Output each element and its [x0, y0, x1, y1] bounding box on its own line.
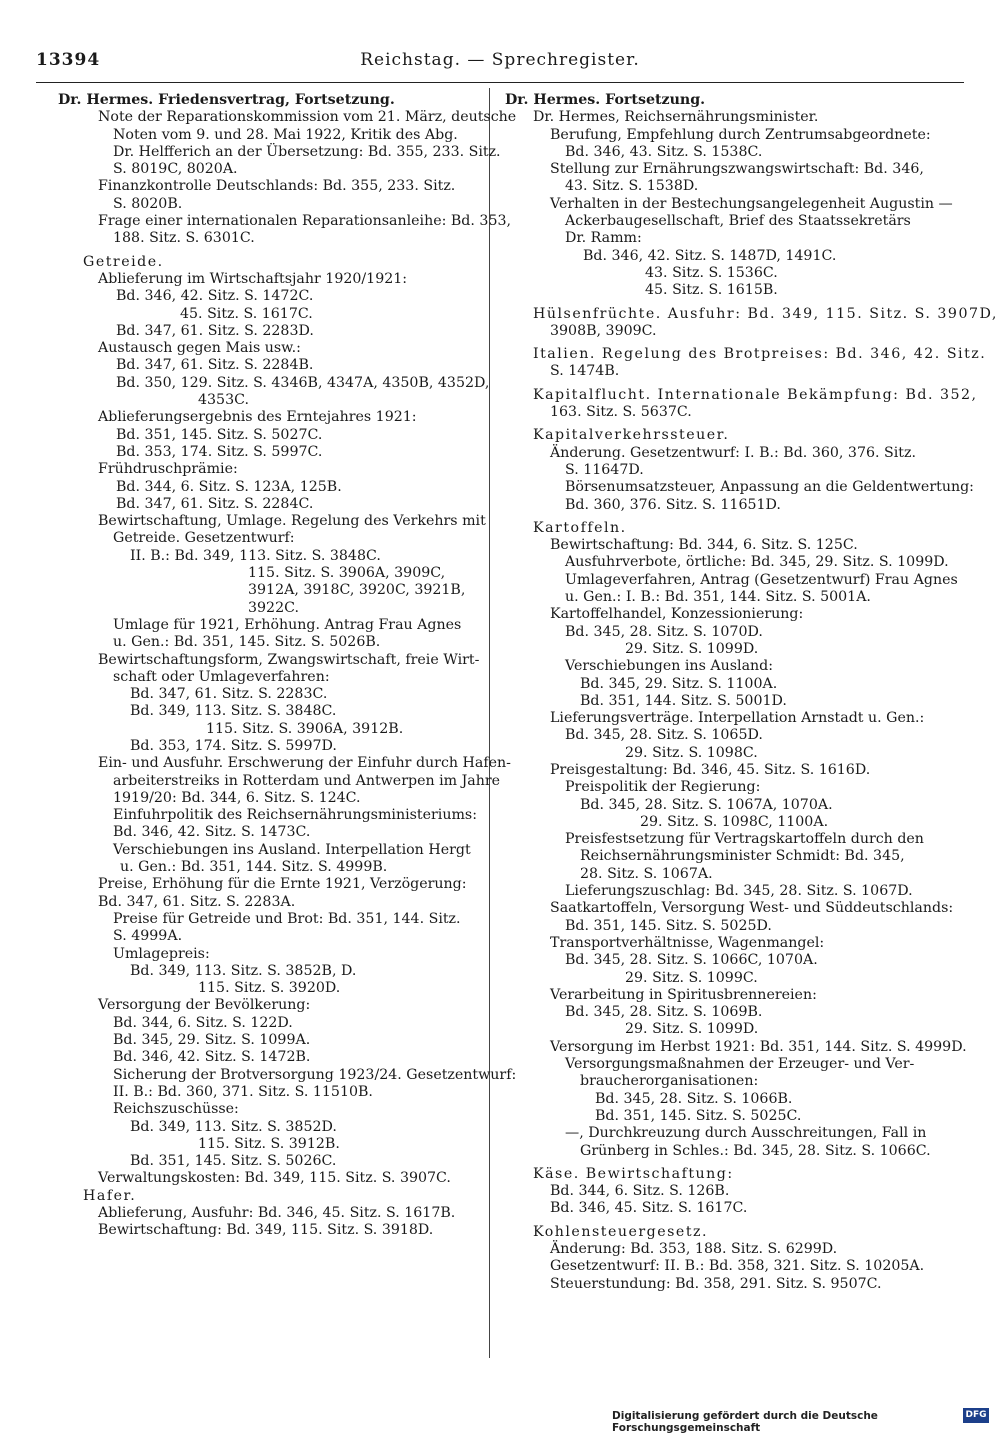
- register-line: Italien. Regelung des Brotpreises: Bd. 346, 42. Sitz.: [533, 346, 987, 363]
- register-line: Lieferungsverträge. Interpellation Arnstadt u. Gen.:: [550, 710, 925, 727]
- register-line: Bd. 347, 61. Sitz. S. 2284B.: [116, 357, 314, 374]
- register-line: Finanzkontrolle Deutschlands: Bd. 355, 233. Sitz.: [98, 178, 456, 195]
- register-line: 29. Sitz. S. 1099D.: [625, 1021, 759, 1038]
- register-line: Reichszuschüsse:: [113, 1101, 239, 1118]
- register-line: 45. Sitz. S. 1617C.: [180, 305, 313, 322]
- register-line: Bewirtschaftung: Bd. 344, 6. Sitz. S. 125C.: [550, 537, 858, 554]
- register-line: Hafer.: [83, 1187, 137, 1204]
- register-line: Bd. 344, 6. Sitz. S. 126B.: [550, 1183, 730, 1200]
- register-line: Bd. 345, 28. Sitz. S. 1066B.: [595, 1090, 793, 1107]
- register-line: Einfuhrpolitik des Reichsernährungsministeriums:: [113, 807, 477, 824]
- register-line: Ein- und Ausfuhr. Erschwerung der Einfuhr durch Hafen-: [98, 755, 511, 772]
- register-line: Ausfuhrverbote, örtliche: Bd. 345, 29. Sitz. S. 1099D.: [565, 554, 949, 571]
- register-line: Noten vom 9. und 28. Mai 1922, Kritik des Abg.: [113, 126, 458, 143]
- header-rule: [36, 82, 964, 83]
- register-line: Käse. Bewirtschaftung:: [533, 1165, 734, 1182]
- register-line: Bd. 353, 174. Sitz. S. 5997C.: [116, 443, 323, 460]
- register-line: Reichsernährungsminister Schmidt: Bd. 345,: [580, 848, 905, 865]
- register-line: Steuerstundung: Bd. 358, 291. Sitz. S. 9507C.: [550, 1275, 882, 1292]
- register-line: Preise für Getreide und Brot: Bd. 351, 144. Sitz.: [113, 910, 461, 927]
- register-line: Preisgestaltung: Bd. 346, 45. Sitz. S. 1616D.: [550, 761, 871, 778]
- register-line: u. Gen.: I. B.: Bd. 351, 144. Sitz. S. 5001A.: [565, 589, 871, 606]
- register-line: Bd. 345, 28. Sitz. S. 1066C, 1070A.: [565, 952, 818, 969]
- register-line: Sicherung der Brotversorgung 1923/24. Gesetzentwurf:: [113, 1066, 517, 1083]
- register-line: Verhalten in der Bestechungsangelegenheit Augustin —: [550, 195, 953, 212]
- register-line: u. Gen.: Bd. 351, 145. Sitz. S. 5026B.: [113, 634, 381, 651]
- register-line: Bd. 346, 42. Sitz. S. 1473C.: [113, 824, 311, 841]
- register-line: Getreide. Gesetzentwurf:: [113, 530, 295, 547]
- register-line: S. 11647D.: [565, 461, 644, 478]
- register-line: Verschiebungen ins Ausland. Interpellation Hergt: [113, 841, 471, 858]
- register-line: Ablieferungsergebnis des Erntejahres 1921:: [98, 409, 417, 426]
- register-line: Lieferungszuschlag: Bd. 345, 28. Sitz. S. 1067D.: [565, 883, 913, 900]
- register-line: Ablieferung im Wirtschaftsjahr 1920/1921:: [98, 270, 408, 287]
- register-line: 43. Sitz. S. 1538D.: [565, 178, 699, 195]
- page-number: 13394: [36, 50, 101, 70]
- register-line: Dr. Hermes. Fortsetzung.: [505, 92, 706, 108]
- register-line: Note der Reparationskommission vom 21. März, deutsche: [98, 109, 517, 126]
- register-line: arbeiterstreiks in Rotterdam und Antwerpen im Jahre: [113, 772, 501, 789]
- register-line: Kapitalverkehrssteuer.: [533, 427, 730, 444]
- register-line: 43. Sitz. S. 1536C.: [645, 264, 778, 281]
- register-line: 188. Sitz. S. 6301C.: [113, 230, 255, 247]
- register-line: braucherorganisationen:: [580, 1073, 759, 1090]
- register-line: Bd. 349, 113. Sitz. S. 3852D.: [130, 1118, 337, 1135]
- register-line: Bd. 346, 42. Sitz. S. 1472C.: [116, 288, 314, 305]
- register-line: Bd. 346, 42. Sitz. S. 1472B.: [113, 1049, 311, 1066]
- register-line: 115. Sitz. S. 3912B.: [198, 1135, 340, 1152]
- running-title: Reichstag. — Sprechregister.: [360, 50, 640, 70]
- register-line: Bd. 347, 61. Sitz. S. 2283C.: [130, 686, 328, 703]
- register-line: Änderung. Gesetzentwurf: I. B.: Bd. 360, 376. Sitz.: [550, 444, 916, 461]
- register-line: Bd. 347, 61. Sitz. S. 2283A.: [98, 893, 296, 910]
- register-line: Bd. 344, 6. Sitz. S. 123A, 125B.: [116, 478, 342, 495]
- register-line: 3922C.: [248, 599, 299, 616]
- register-line: 3912A, 3918C, 3920C, 3921B,: [248, 582, 466, 599]
- register-line: 4353C.: [198, 392, 249, 409]
- register-line: Bd. 347, 61. Sitz. S. 2283D.: [116, 322, 314, 339]
- register-line: S. 1474B.: [550, 363, 620, 380]
- column-divider: [489, 88, 490, 1358]
- register-line: Bd. 345, 29. Sitz. S. 1100A.: [580, 675, 778, 692]
- register-line: Dr. Hermes. Friedensvertrag, Fortsetzung.: [58, 92, 395, 108]
- register-line: schaft oder Umlageverfahren:: [113, 668, 330, 685]
- register-line: S. 8019C, 8020A.: [113, 161, 238, 178]
- register-line: 3908B, 3909C.: [550, 322, 657, 339]
- register-line: Bd. 346, 43. Sitz. S. 1538C.: [565, 143, 763, 160]
- register-line: Preisfestsetzung für Vertragskartoffeln durch den: [565, 831, 924, 848]
- register-line: Bd. 345, 28. Sitz. S. 1069B.: [565, 1004, 763, 1021]
- page-header: [36, 50, 964, 78]
- register-line: Verarbeitung in Spiritusbrennereien:: [550, 986, 817, 1003]
- register-line: Bd. 349, 113. Sitz. S. 3848C.: [130, 703, 337, 720]
- register-line: Kapitalflucht. Internationale Bekämpfung: Bd. 352,: [533, 386, 978, 403]
- right-column: [505, 92, 998, 1293]
- register-line: Umlageverfahren, Antrag (Gesetzentwurf) Frau Agnes: [565, 571, 958, 588]
- register-line: Frage einer internationalen Reparationsanleihe: Bd. 353,: [98, 213, 512, 230]
- register-line: Grünberg in Schles.: Bd. 345, 28. Sitz. S. 1066C.: [580, 1142, 931, 1159]
- register-line: Transportverhältnisse, Wagenmangel:: [550, 934, 825, 951]
- funding-note: Digitalisierung gefördert durch die Deutsche Forschungsgemeinschaft: [612, 1410, 878, 1434]
- register-line: Preispolitik der Regierung:: [565, 779, 761, 796]
- register-line: Bd. 345, 29. Sitz. S. 1099A.: [113, 1032, 311, 1049]
- register-line: Dr. Hermes, Reichsernährungsminister.: [533, 109, 819, 126]
- register-line: Verschiebungen ins Ausland:: [565, 658, 774, 675]
- register-line: 115. Sitz. S. 3906A, 3909C,: [248, 565, 446, 582]
- register-line: S. 4999A.: [113, 928, 183, 945]
- dfg-logo: DFG: [963, 1408, 989, 1423]
- register-line: 29. Sitz. S. 1099D.: [625, 640, 759, 657]
- register-line: Ackerbaugesellschaft, Brief des Staatssekretärs: [565, 213, 911, 230]
- register-line: Bewirtschaftungsform, Zwangswirtschaft, freie Wirt-: [98, 651, 480, 668]
- register-line: 45. Sitz. S. 1615B.: [645, 282, 778, 299]
- register-line: Bd. 344, 6. Sitz. S. 122D.: [113, 1014, 293, 1031]
- register-line: u. Gen.: Bd. 351, 144. Sitz. S. 4999B.: [120, 859, 388, 876]
- register-line: 29. Sitz. S. 1098C, 1100A.: [640, 813, 829, 830]
- register-line: Umlage für 1921, Erhöhung. Antrag Frau Agnes: [113, 616, 462, 633]
- register-line: Änderung: Bd. 353, 188. Sitz. S. 6299D.: [550, 1241, 838, 1257]
- register-line: Austausch gegen Mais usw.:: [98, 340, 301, 357]
- left-column: [58, 92, 517, 1240]
- register-line: Versorgung im Herbst 1921: Bd. 351, 144. Sitz. S. 4999D.: [550, 1038, 967, 1055]
- register-line: Bd. 360, 376. Sitz. S. 11651D.: [565, 496, 781, 513]
- register-line: Bd. 345, 28. Sitz. S. 1065D.: [565, 727, 763, 744]
- register-line: Bd. 351, 145. Sitz. S. 5025D.: [565, 917, 772, 934]
- register-line: 29. Sitz. S. 1098C.: [625, 744, 758, 761]
- register-line: Versorgungsmaßnahmen der Erzeuger- und Ver-: [565, 1056, 915, 1073]
- register-line: 1919/20: Bd. 344, 6. Sitz. S. 124C.: [113, 789, 361, 806]
- register-line: Dr. Ramm:: [565, 230, 642, 247]
- register-line: Stellung zur Ernährungszwangswirtschaft: Bd. 346,: [550, 161, 924, 178]
- register-line: Verwaltungskosten: Bd. 349, 115. Sitz. S. 3907C.: [98, 1170, 451, 1187]
- register-line: Gesetzentwurf: II. B.: Bd. 358, 321. Sitz. S. 10205A.: [550, 1258, 925, 1275]
- register-line: Bd. 351, 145. Sitz. S. 5026C.: [130, 1153, 337, 1170]
- register-line: Bd. 351, 144. Sitz. S. 5001D.: [580, 692, 787, 709]
- register-line: Berufung, Empfehlung durch Zentrumsabgeordnete:: [550, 126, 931, 143]
- register-line: Saatkartoffeln, Versorgung West- und Süddeutschlands:: [550, 900, 954, 917]
- register-line: Kartoffelhandel, Konzessionierung:: [550, 606, 804, 623]
- register-line: Bd. 346, 42. Sitz. S. 1487D, 1491C.: [583, 247, 837, 264]
- register-line: II. B.: Bd. 360, 371. Sitz. S. 11510B.: [113, 1083, 373, 1100]
- register-line: Bd. 353, 174. Sitz. S. 5997D.: [130, 737, 337, 754]
- register-line: 163. Sitz. S. 5637C.: [550, 404, 692, 421]
- register-line: Bd. 349, 113. Sitz. S. 3852B, D.: [130, 962, 357, 979]
- register-line: Ablieferung, Ausfuhr: Bd. 346, 45. Sitz. S. 1617B.: [98, 1205, 456, 1221]
- register-line: Kartoffeln.: [533, 519, 627, 536]
- register-line: Getreide.: [83, 253, 164, 270]
- register-line: Bd. 351, 145. Sitz. S. 5025C.: [595, 1107, 802, 1124]
- register-line: —, Durchkreuzung durch Ausschreitungen, Fall in: [565, 1125, 927, 1142]
- register-line: Bd. 351, 145. Sitz. S. 5027C.: [116, 426, 323, 443]
- register-line: Börsenumsatzsteuer, Anpassung an die Geldentwertung:: [565, 479, 974, 496]
- register-line: Bewirtschaftung, Umlage. Regelung des Verkehrs mit: [98, 513, 486, 530]
- register-line: Umlagepreis:: [113, 945, 210, 962]
- register-line: Preise, Erhöhung für die Ernte 1921, Verzögerung:: [98, 876, 467, 893]
- register-line: Dr. Helfferich an der Übersetzung: Bd. 355, 233. Sitz.: [113, 143, 501, 160]
- register-line: II. B.: Bd. 349, 113. Sitz. S. 3848C.: [130, 547, 381, 564]
- register-line: Bd. 345, 28. Sitz. S. 1070D.: [565, 623, 763, 640]
- register-line: Hülsenfrüchte. Ausfuhr: Bd. 349, 115. Sitz. S. 3907D,: [533, 305, 998, 322]
- register-line: 29. Sitz. S. 1099C.: [625, 969, 758, 986]
- register-line: 115. Sitz. S. 3920D.: [198, 980, 341, 997]
- register-line: 28. Sitz. S. 1067A.: [580, 865, 713, 882]
- register-line: Bewirtschaftung: Bd. 349, 115. Sitz. S. 3918D.: [98, 1222, 434, 1239]
- register-line: Bd. 350, 129. Sitz. S. 4346B, 4347A, 4350B, 4352D,: [116, 374, 490, 391]
- register-line: Versorgung der Bevölkerung:: [98, 997, 311, 1014]
- register-line: Bd. 345, 28. Sitz. S. 1067A, 1070A.: [580, 796, 833, 813]
- register-line: 115. Sitz. S. 3906A, 3912B.: [206, 720, 404, 737]
- register-line: Kohlensteuergesetz.: [533, 1223, 709, 1240]
- register-line: Bd. 346, 45. Sitz. S. 1617C.: [550, 1200, 748, 1217]
- register-line: Frühdruschprämie:: [98, 461, 238, 478]
- register-line: Bd. 347, 61. Sitz. S. 2284C.: [116, 495, 314, 512]
- register-line: S. 8020B.: [113, 195, 183, 212]
